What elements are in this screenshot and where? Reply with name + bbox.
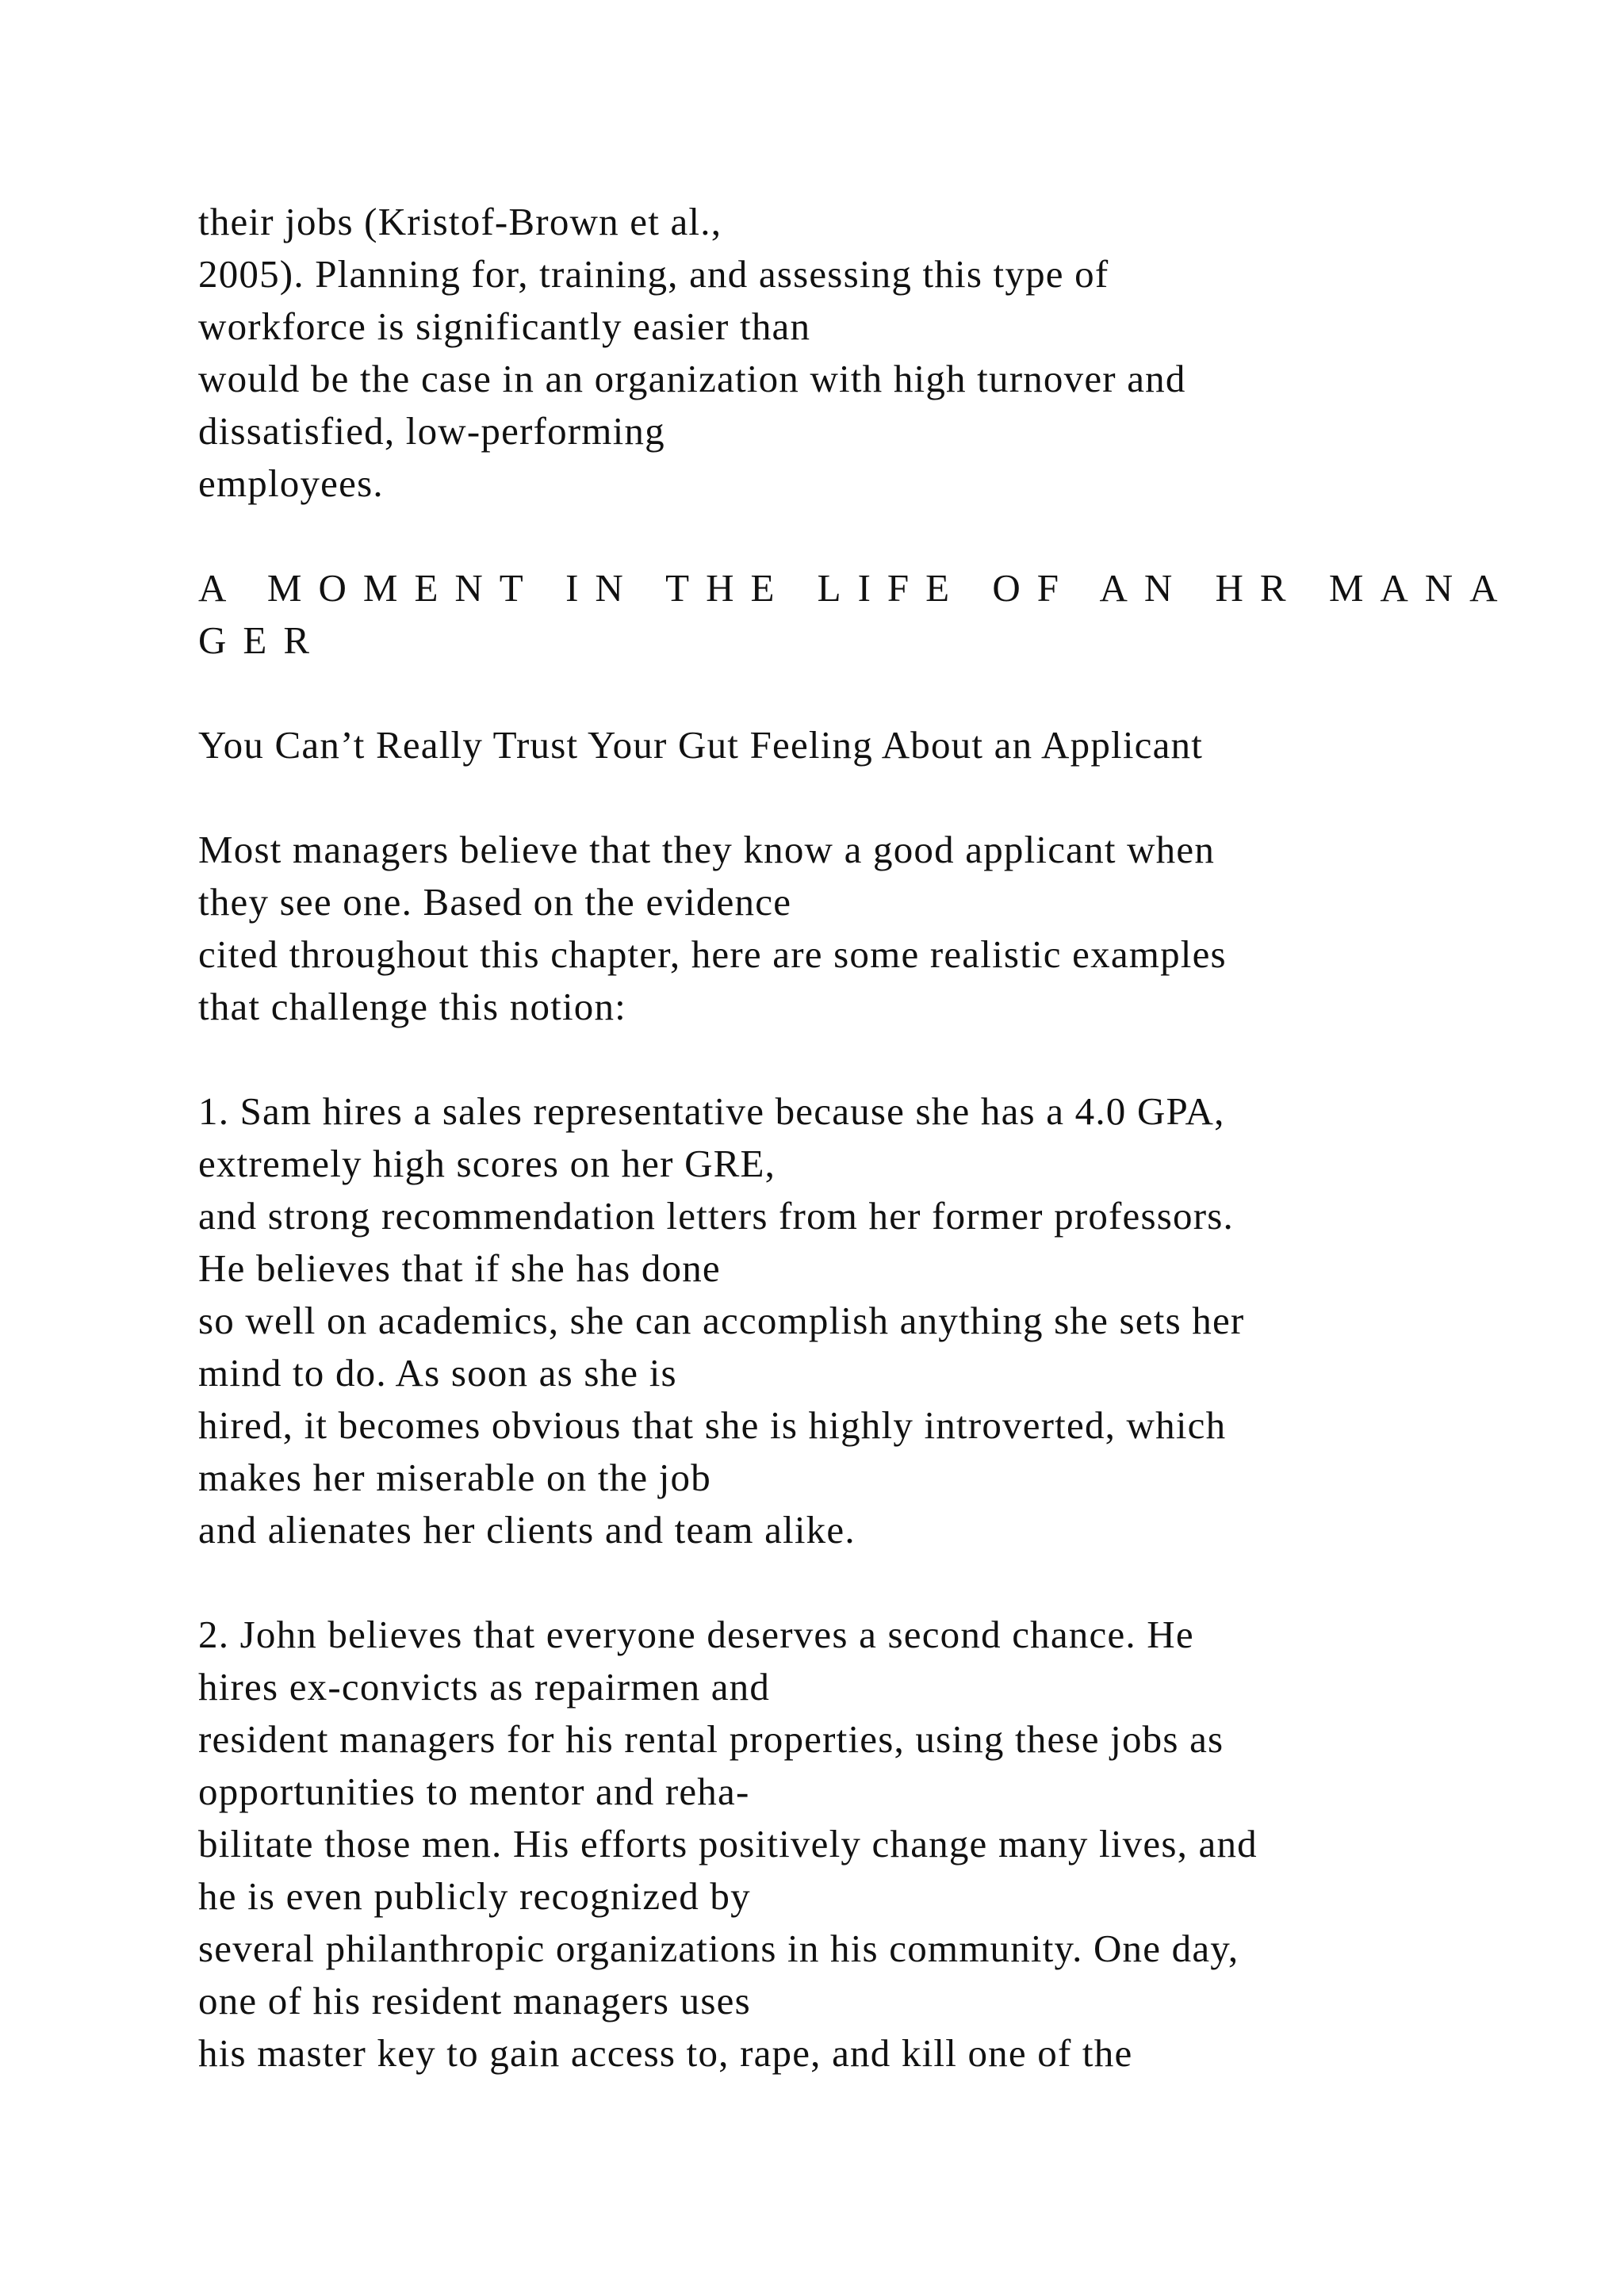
text-line: would be the case in an organization with high turnover and <box>198 357 1186 400</box>
text-line: employees. <box>198 461 384 505</box>
text-line: several philanthropic organizations in his community. One day, <box>198 1927 1239 1970</box>
text-line: they see one. Based on the evidence <box>198 880 792 924</box>
text-line: and alienates her clients and team alike. <box>198 1508 856 1552</box>
text-line: 2. John believes that everyone deserves a second chance. He <box>198 1613 1194 1656</box>
text-line: bilitate those men. His efforts positively change many lives, and <box>198 1822 1258 1866</box>
paragraph-gap <box>198 771 1546 824</box>
text-line: resident managers for his rental properties, using these jobs as <box>198 1717 1224 1761</box>
text-line: his master key to gain access to, rape, and kill one of the <box>198 2031 1133 2075</box>
lead-paragraph <box>198 824 1546 1033</box>
text-line: He believes that if she has done <box>198 1246 721 1290</box>
paragraph-gap <box>198 1033 1546 1085</box>
text-line: workforce is significantly easier than <box>198 304 811 348</box>
text-line: dissatisfied, low-performing <box>198 409 665 453</box>
intro-paragraph <box>198 196 1546 510</box>
text-line: makes her miserable on the job <box>198 1456 711 1499</box>
text-line: opportunities to mentor and reha- <box>198 1770 750 1813</box>
example-2-paragraph <box>198 1609 1546 2080</box>
paragraph-gap <box>198 1556 1546 1609</box>
text-line: and strong recommendation letters from her former professors. <box>198 1194 1234 1238</box>
paragraph-gap <box>198 667 1546 719</box>
text-line: extremely high scores on her GRE, <box>198 1142 776 1185</box>
section-heading <box>198 562 1546 667</box>
section-heading-line: GER <box>198 618 326 662</box>
text-line: cited throughout this chapter, here are some realistic examples <box>198 932 1227 976</box>
text-line: one of his resident managers uses <box>198 1979 751 2022</box>
text-line: Most managers believe that they know a good applicant when <box>198 828 1216 871</box>
subheading: You Can’t Really Trust Your Gut Feeling About an Applicant <box>198 723 1204 767</box>
text-line: that challenge this notion: <box>198 985 626 1028</box>
document-body <box>198 196 1546 2080</box>
text-line: mind to do. As soon as she is <box>198 1351 677 1395</box>
text-line: 1. Sam hires a sales representative because she has a 4.0 GPA, <box>198 1089 1225 1133</box>
text-line: hires ex-convicts as repairmen and <box>198 1665 771 1709</box>
text-line: 2005). Planning for, training, and assessing this type of <box>198 252 1109 296</box>
text-line: so well on academics, she can accomplish anything she sets her <box>198 1299 1245 1342</box>
text-line: their jobs (Kristof-Brown et al., <box>198 200 722 243</box>
paragraph-gap <box>198 510 1546 562</box>
section-heading-line: A MOMENT IN THE LIFE OF AN HR MANA <box>198 566 1515 610</box>
text-line: he is even publicly recognized by <box>198 1874 751 1918</box>
example-1-paragraph <box>198 1085 1546 1556</box>
text-line: hired, it becomes obvious that she is highly introverted, which <box>198 1403 1227 1447</box>
